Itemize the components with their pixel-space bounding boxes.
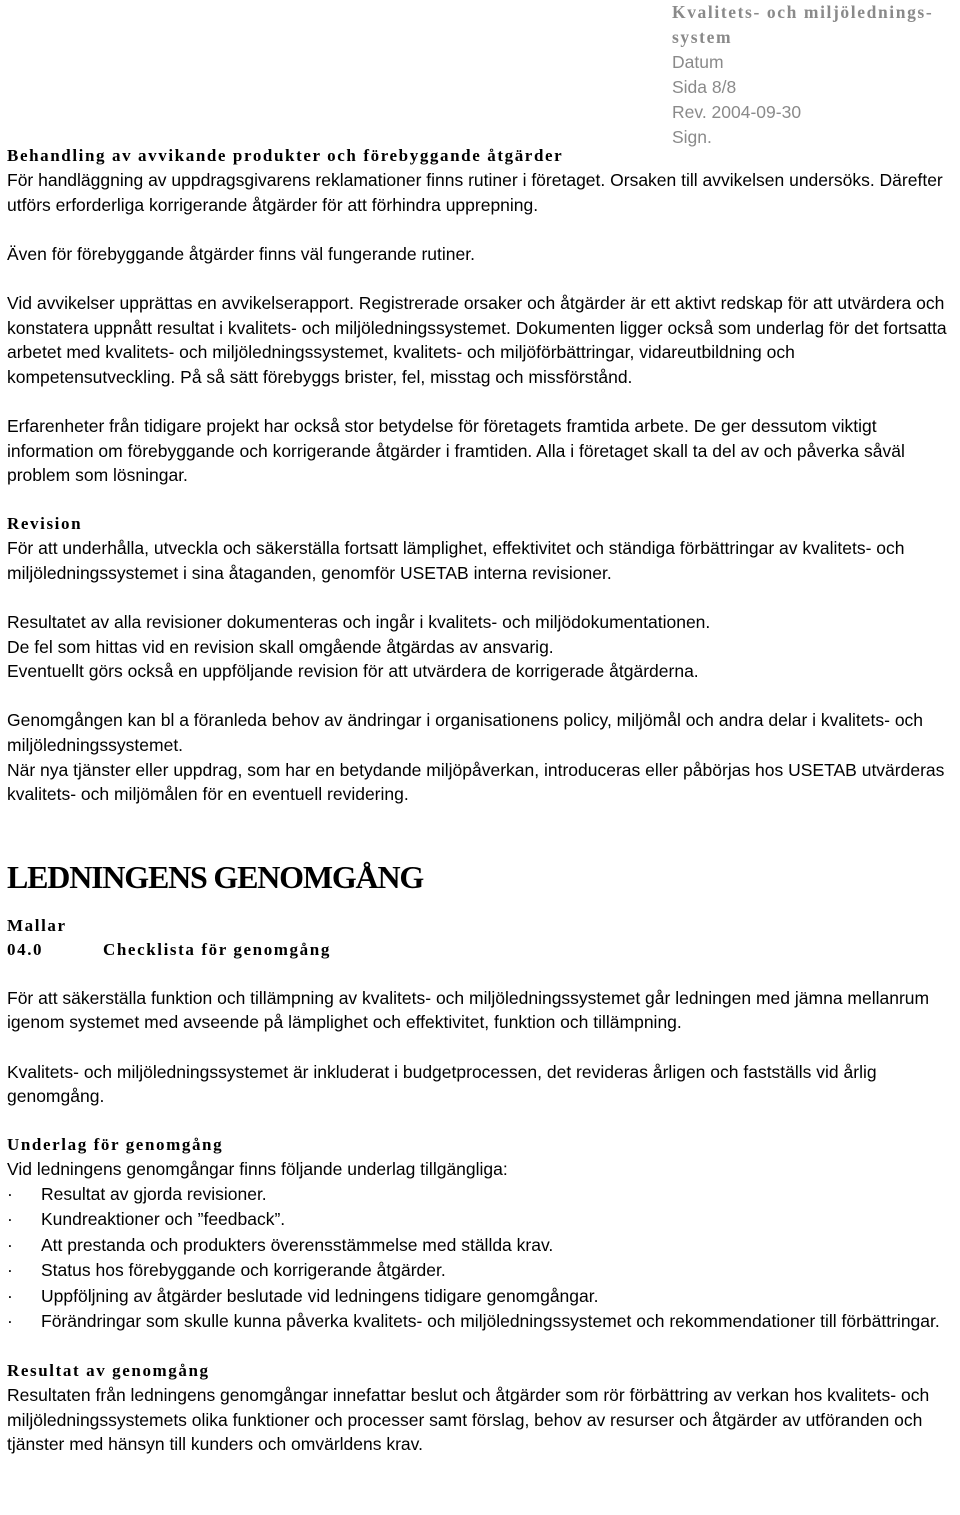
bullet-icon: · — [7, 1184, 13, 1204]
underlag-list — [7, 1182, 957, 1334]
document-body — [7, 144, 957, 1457]
list-item: · Kundreaktioner och ”feedback”. — [7, 1207, 957, 1232]
date-label: Datum — [672, 52, 724, 72]
paragraph: Vid ledningens genomgångar finns följande underlag tillgängliga: — [7, 1159, 508, 1180]
list-item: · Uppföljning av åtgärder beslutade vid ledningens tidigare genomgångar. — [7, 1284, 957, 1309]
list-item: · Att prestanda och produkters överensstämmelse med ställda krav. — [7, 1233, 957, 1258]
paragraph: Erfarenheter från tidigare projekt har också stor betydelse för företagets framtida arbete. De ger dessutom viktigt information om förebyggande och korrigerande åtgärder i framtiden. Alla i företaget skall ta del av och påverka såväl problem som lösningar. — [7, 415, 905, 486]
template-number: 04.0 — [7, 939, 44, 959]
bullet-icon: · — [7, 1285, 13, 1306]
paragraph: De fel som hittas vid en revision skall omgående åtgärdas av ansvarig. — [7, 636, 554, 657]
document-title-cont: system — [672, 27, 733, 47]
list-item: · Förändringar som skulle kunna påverka kvalitets- och miljöledningssystemet och rekommendationer till förbättringar. — [7, 1309, 957, 1334]
section-heading-revision: Revision — [7, 514, 83, 534]
template-name: Checklista för genomgång — [103, 939, 331, 959]
document-title: Kvalitets- och miljölednings- — [672, 2, 934, 22]
paragraph: För att säkerställa funktion och tillämpning av kvalitets- och miljöledningssystemet går ledningen med jämna mellanrum igenom systemet med avseende på lämplighet och effektivitet, funktion och tillämpning. — [7, 987, 930, 1033]
section-heading-avvikande: Behandling av avvikande produkter och förebyggande åtgärder — [7, 146, 564, 165]
templates-heading: Mallar — [7, 915, 67, 935]
paragraph: Vid avvikelser upprättas en avvikelserapport. Registrerade orsaker och åtgärder är ett aktivt redskap för att utvärdera och konstatera uppnått resultat i kvalitets- och miljöledningssystemet. Dokumenten ligger också som underlag för det fortsatta arbetet med kvalitets- och miljöledningssystemet, kvalitets- och miljöförbättringar, vidareutbildning och kompetensutveckling. På så sätt förebyggs brister, fel, misstag och missförstånd. — [7, 292, 947, 387]
bullet-icon: · — [7, 1234, 13, 1255]
paragraph: Kvalitets- och miljöledningssystemet är inkluderat i budgetprocessen, det revideras årligen och fastställs vid årlig genomgång. — [7, 1061, 877, 1107]
list-item: · Resultat av gjorda revisioner. — [7, 1182, 957, 1207]
section-heading-resultat: Resultat av genomgång — [7, 1361, 210, 1381]
paragraph: Genomgången kan bl a föranleda behov av ändringar i organisationens policy, miljömål och andra delar i kvalitets- och miljöledningssystemet. — [7, 710, 924, 756]
paragraph: För handläggning av uppdragsgivarens reklamationer finns rutiner i företaget. Orsaken till avvikelsen undersöks. Därefter utförs erforderliga korrigerande åtgärder för att förhindra upprepning. — [7, 170, 943, 215]
paragraph: Även för förebyggande åtgärder finns väl fungerande rutiner. — [7, 243, 475, 264]
paragraph: Resultatet av alla revisioner dokumenteras och ingår i kvalitets- och miljödokumentationen. — [7, 612, 711, 633]
bullet-icon: · — [7, 1311, 13, 1332]
page-header — [672, 0, 960, 150]
bullet-icon: · — [7, 1209, 13, 1230]
paragraph: För att underhålla, utveckla och säkerställa fortsatt lämplighet, effektivitet och ständiga förbättringar av kvalitets- och miljöledningssystemet i sina åtaganden, genomför USETAB interna revisioner. — [7, 538, 905, 583]
paragraph: När nya tjänster eller uppdrag, som har en betydande miljöpåverkan, introduceras eller påbörjas hos USETAB utvärderas kvalitets- och miljömålen för en eventuell revidering. — [7, 759, 945, 805]
chapter-title: LEDNINGENS GENOMGÅNG — [7, 858, 424, 895]
paragraph: Eventuellt görs också en uppföljande revision för att utvärdera de korrigerade åtgärderna. — [7, 661, 699, 682]
list-item: · Status hos förebyggande och korrigerande åtgärder. — [7, 1258, 957, 1283]
sign-label: Sign. — [672, 127, 712, 147]
template-entry — [7, 938, 957, 962]
section-heading-underlag: Underlag för genomgång — [7, 1135, 224, 1155]
page-number: Sida 8/8 — [672, 77, 737, 97]
paragraph: Resultaten från ledningens genomgångar innefattar beslut och åtgärder som rör förbättring av verkan hos kvalitets- och miljöledningssystemets olika funktioner och processer samt förslag, behov av resurser och åtgärder av utföranden och tjänster med hänsyn till kunders och omvärldens krav. — [7, 1385, 930, 1455]
revision-date: Rev. 2004-09-30 — [672, 102, 802, 122]
bullet-icon: · — [7, 1260, 13, 1281]
